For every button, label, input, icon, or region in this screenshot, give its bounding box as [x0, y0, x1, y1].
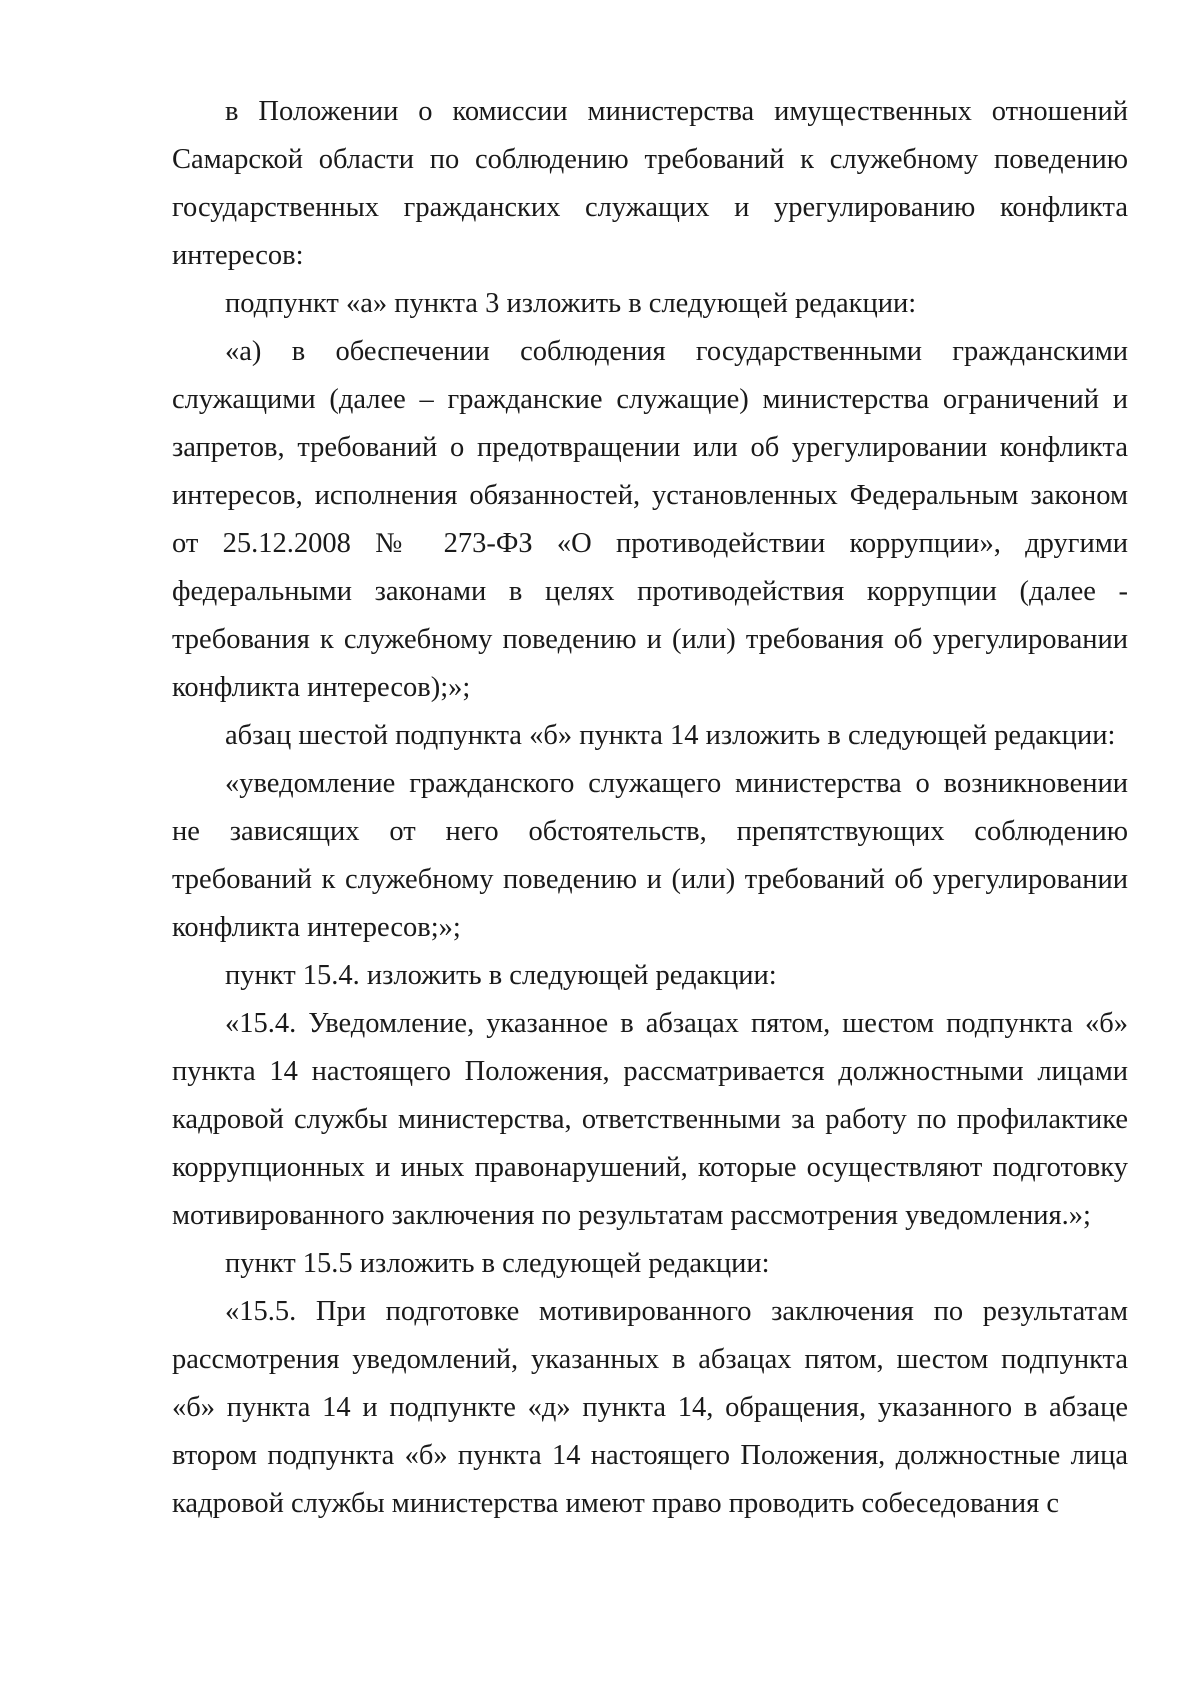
paragraph-point-15-4-instruction: пункт 15.4. изложить в следующей редакции: [225, 960, 777, 991]
paragraph-subpoint-a-instruction: подпункт «а» пункта 3 изложить в следующей редакции: [225, 288, 917, 319]
paragraph-polozhenie-intro: в Положении о комиссии министерства имущественных отношений Самарской области по соблюдению требований к служебному поведению государственных гражданских служащих и урегулированию конфликта интересов: [172, 96, 1128, 271]
paragraph-abzac-6-instruction: абзац шестой подпункта «б» пункта 14 изложить в следующей редакции: [225, 720, 1116, 751]
paragraph-point-15-5-instruction: пункт 15.5 изложить в следующей редакции: [225, 1248, 770, 1279]
paragraph-point-15-5-text: «15.5. При подготовке мотивированного заключения по результатам рассмотрения уведомлений, указанных в абзацах пятом, шестом подпункта «б» пункта 14 и подпункте «д» пункта 14, обращения, указанного в абзаце втором подпункта «б» пункта 14 настоящего Положения, должностные лица кадровой службы министерства имеют право проводить собеседования с [172, 1296, 1128, 1519]
paragraph-subpoint-a-text: «а) в обеспечении соблюдения государственными гражданскими служащими (далее – гражданские служащие) министерства ограничений и запретов, требований о предотвращении или об урегулировании конфликта интересов, исполнения обязанностей, установленных Федеральным законом от 25.12.2008 № 273-ФЗ «О противодействии коррупции», другими федеральными законами в целях противодействия коррупции (далее - требования к служебному поведению и (или) требования об урегулировании конфликта интересов);»; [172, 336, 1128, 703]
document-body [172, 88, 1128, 1528]
paragraph-point-15-4-text: «15.4. Уведомление, указанное в абзацах пятом, шестом подпункта «б» пункта 14 настоящего Положения, рассматривается должностными лицами кадровой службы министерства, ответственными за работу по профилактике коррупционных и иных правонарушений, которые осуществляют подготовку мотивированного заключения по результатам рассмотрения уведомления.»; [172, 1008, 1128, 1231]
paragraph-abzac-6-text: «уведомление гражданского служащего министерства о возникновении не зависящих от него обстоятельств, препятствующих соблюдению требований к служебному поведению и (или) требований об урегулировании конфликта интересов;»; [172, 768, 1128, 943]
